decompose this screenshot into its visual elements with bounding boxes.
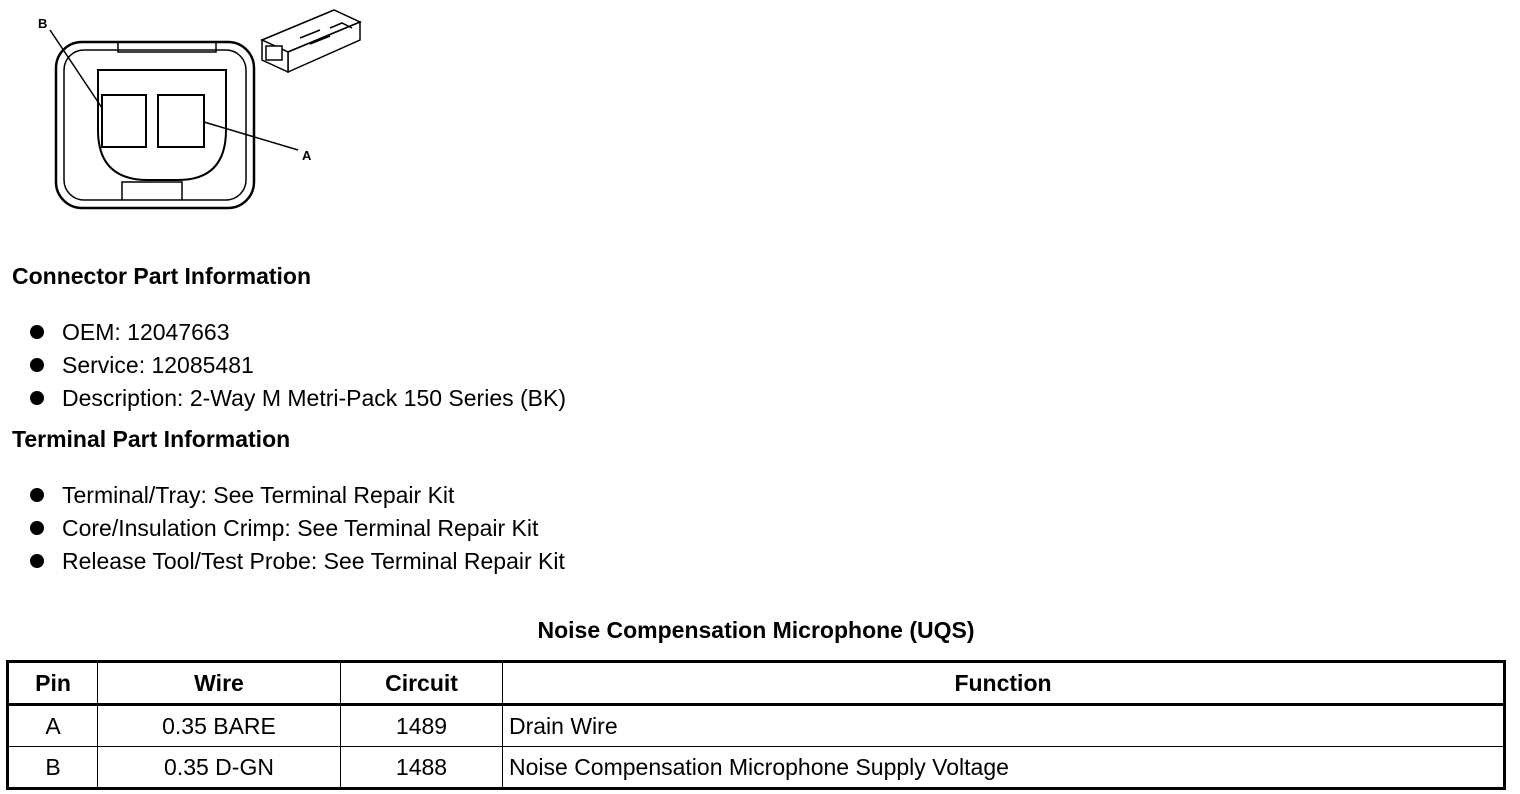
list-item: OEM: 12047663 (28, 316, 566, 349)
bullet-icon (30, 554, 44, 568)
cell-function: Drain Wire (503, 705, 1505, 747)
connector-part-info-title: Connector Part Information (12, 263, 312, 289)
pin-table-title: Noise Compensation Microphone (UQS) (537, 617, 975, 643)
cell-wire: 0.35 BARE (98, 705, 341, 747)
table-row (8, 747, 1505, 789)
label-b: B (38, 16, 48, 31)
connector-part-info-list (28, 316, 566, 415)
cell-pin: A (8, 705, 98, 747)
cell-pin: B (8, 747, 98, 789)
bullet-icon (30, 391, 44, 405)
connector-diagram (30, 0, 380, 215)
connector-outer-housing (56, 42, 254, 208)
list-item: Description: 2-Way M Metri-Pack 150 Series (BK) (28, 382, 566, 415)
header-circuit: Circuit (341, 662, 503, 705)
list-item: Release Tool/Test Probe: See Terminal Repair Kit (28, 545, 565, 578)
cell-circuit: 1489 (341, 705, 503, 747)
connector-cavity (98, 70, 226, 180)
connector-isometric-icon (262, 10, 360, 72)
bullet-icon (30, 358, 44, 372)
list-item: Service: 12085481 (28, 349, 566, 382)
terminal-part-info-list (28, 479, 565, 578)
label-a: A (302, 148, 312, 163)
connector-bottom-tab (122, 182, 182, 200)
header-pin: Pin (8, 662, 98, 705)
bullet-icon (30, 488, 44, 502)
pin-b-terminal (102, 95, 146, 147)
pin-table (6, 660, 1506, 790)
list-item: Terminal/Tray: See Terminal Repair Kit (28, 479, 565, 512)
pin-a-terminal (158, 95, 204, 147)
table-header-row (8, 662, 1505, 705)
header-wire: Wire (98, 662, 341, 705)
label-a-leader (204, 122, 298, 150)
bullet-icon (30, 521, 44, 535)
cell-function: Noise Compensation Microphone Supply Voltage (503, 747, 1505, 789)
header-function: Function (503, 662, 1505, 705)
connector-inner-housing (64, 50, 246, 200)
list-item: Core/Insulation Crimp: See Terminal Repair Kit (28, 512, 565, 545)
table-row (8, 705, 1505, 747)
cell-circuit: 1488 (341, 747, 503, 789)
cell-wire: 0.35 D-GN (98, 747, 341, 789)
bullet-icon (30, 325, 44, 339)
terminal-part-info-title: Terminal Part Information (12, 426, 291, 452)
